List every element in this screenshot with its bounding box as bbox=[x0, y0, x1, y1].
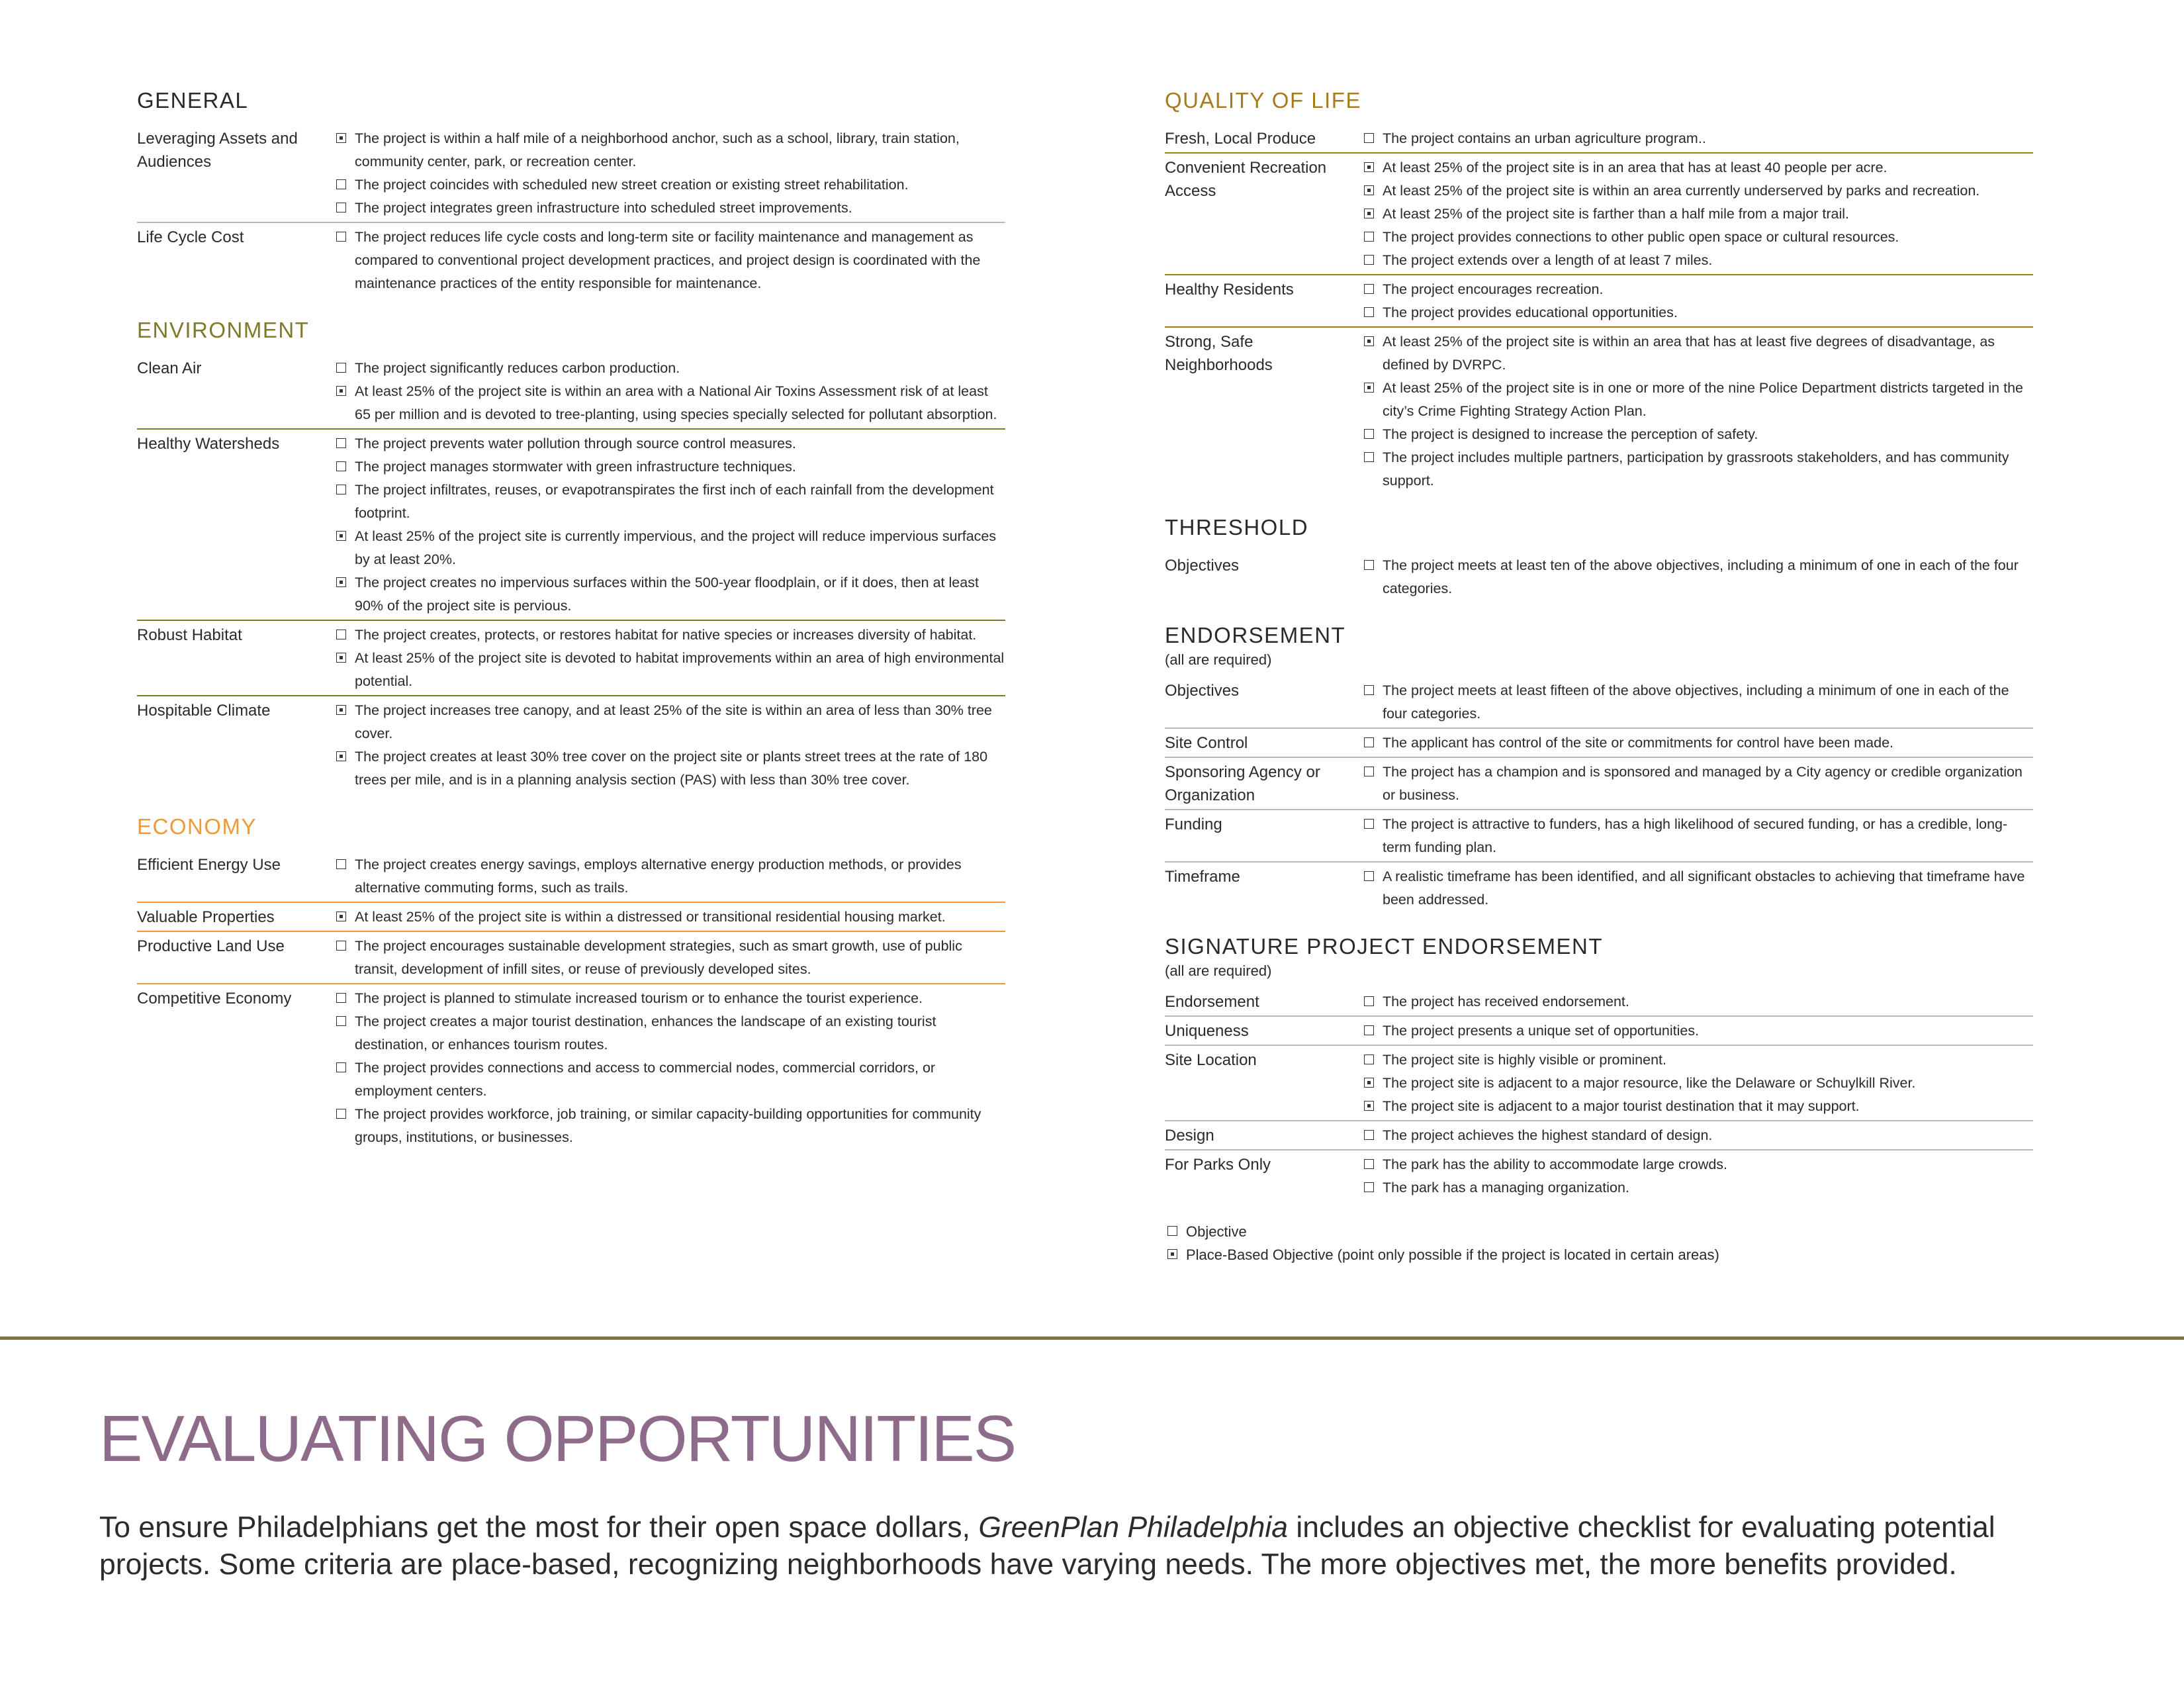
criterion-items bbox=[1361, 1153, 2033, 1199]
criterion-name: Funding bbox=[1165, 816, 1222, 833]
criterion-items bbox=[334, 226, 1005, 295]
item-text: The project provides workforce, job training, or similar capacity-building opportunities for community groups, institutions, or businesses. bbox=[355, 1106, 981, 1145]
checklist-item bbox=[334, 173, 1005, 197]
empty-checkbox-icon[interactable] bbox=[1364, 232, 1374, 242]
criterion-name: Design bbox=[1165, 1127, 1214, 1145]
item-text: The project integrates green infrastructure into scheduled street improvements. bbox=[355, 200, 852, 216]
empty-checkbox-icon[interactable] bbox=[1364, 429, 1374, 439]
empty-checkbox-icon[interactable] bbox=[1167, 1226, 1177, 1236]
section-title: SIGNATURE PROJECT ENDORSEMENT bbox=[1165, 934, 1604, 959]
checklist-item bbox=[334, 1010, 1005, 1056]
item-text: The project reduces life cycle costs and long-term site or facility maintenance and management as compared to conventional project development practices, and project design is coordinated with the maintenance practices of the entity responsible for maintenance. bbox=[355, 229, 981, 291]
item-text: At least 25% of the project site is within an area that has at least five degrees of disadvantage, as defined by DVRPC. bbox=[1383, 334, 1995, 373]
criterion-competitive-economy bbox=[137, 984, 1005, 1151]
criterion-life-cycle-cost bbox=[137, 223, 1005, 297]
checklist-item bbox=[334, 624, 1005, 647]
dotted-checkbox-icon[interactable] bbox=[1364, 162, 1374, 172]
checklist-item bbox=[1361, 1176, 2033, 1199]
empty-checkbox-icon[interactable] bbox=[336, 1109, 346, 1119]
item-text: At least 25% of the project site is in an area that has at least 40 people per acre. bbox=[1383, 160, 1888, 175]
item-text: The applicant has control of the site or commitments for control have been made. bbox=[1383, 735, 1894, 751]
empty-checkbox-icon[interactable] bbox=[336, 461, 346, 471]
empty-checkbox-icon[interactable] bbox=[1364, 1159, 1374, 1169]
criterion-strong-safe-neighborhoods bbox=[1165, 328, 2033, 494]
item-text: The project manages stormwater with green infrastructure techniques. bbox=[355, 459, 796, 475]
checklist-item bbox=[334, 987, 1005, 1010]
criterion-name: For Parks Only bbox=[1165, 1156, 1271, 1174]
checklist-item bbox=[334, 647, 1005, 693]
section-economy bbox=[137, 812, 1005, 1151]
empty-checkbox-icon[interactable] bbox=[1364, 284, 1374, 294]
item-text: The project significantly reduces carbon production. bbox=[355, 360, 680, 376]
checklist-item bbox=[334, 935, 1005, 981]
empty-checkbox-icon[interactable] bbox=[1364, 996, 1374, 1006]
item-text: Objective bbox=[1186, 1223, 1247, 1240]
section-title: GENERAL bbox=[137, 88, 249, 113]
criterion-items bbox=[1361, 813, 2033, 859]
item-text: The project meets at least fifteen of the above objectives, including a minimum of one in each of the four categories. bbox=[1383, 682, 2009, 722]
section-environment bbox=[137, 316, 1005, 794]
criterion-items bbox=[1361, 731, 2033, 755]
checklist-item bbox=[1361, 203, 2033, 226]
dotted-checkbox-icon[interactable] bbox=[1364, 336, 1374, 346]
criterion-name: Valuable Properties bbox=[137, 908, 275, 926]
item-text: The project has a champion and is sponsored and managed by a City agency or credible organization or business. bbox=[1383, 764, 2023, 803]
item-text: The park has the ability to accommodate large crowds. bbox=[1383, 1156, 1728, 1172]
empty-checkbox-icon[interactable] bbox=[1364, 1182, 1374, 1192]
intro-emphasis: GreenPlan Philadelphia bbox=[978, 1511, 1288, 1544]
dotted-checkbox-icon[interactable] bbox=[336, 912, 346, 921]
criterion-uniqueness bbox=[1165, 1017, 2033, 1046]
item-text: The project presents a unique set of opportunities. bbox=[1383, 1023, 1700, 1039]
empty-checkbox-icon[interactable] bbox=[1364, 819, 1374, 829]
criterion-items bbox=[334, 624, 1005, 693]
checklist-item bbox=[1361, 301, 2033, 324]
criterion-timeframe bbox=[1165, 863, 2033, 914]
dotted-checkbox-icon[interactable] bbox=[1364, 1101, 1374, 1111]
criterion-name: Healthy Residents bbox=[1165, 281, 1294, 299]
criterion-items bbox=[1361, 330, 2033, 492]
empty-checkbox-icon[interactable] bbox=[336, 203, 346, 212]
criterion-for-parks-only bbox=[1165, 1150, 2033, 1201]
criterion-convenient-recreation-access bbox=[1165, 154, 2033, 275]
criterion-fresh-local-produce bbox=[1165, 124, 2033, 154]
criterion-name: Clean Air bbox=[137, 359, 202, 377]
checklist-item bbox=[1361, 761, 2033, 807]
criterion-items bbox=[1361, 156, 2033, 272]
empty-checkbox-icon[interactable] bbox=[1364, 560, 1374, 570]
checklist-item bbox=[334, 127, 1005, 173]
criterion-items bbox=[1361, 1019, 2033, 1043]
section-note: (all are required) bbox=[1165, 651, 1272, 668]
empty-checkbox-icon[interactable] bbox=[336, 485, 346, 494]
criterion-name: Site Location bbox=[1165, 1051, 1257, 1069]
section-threshold bbox=[1165, 513, 2033, 602]
criterion-items bbox=[1361, 278, 2033, 324]
dotted-checkbox-icon[interactable] bbox=[336, 133, 346, 143]
item-text: The project includes multiple partners, participation by grassroots stakeholders, and has community support. bbox=[1383, 449, 2009, 489]
empty-checkbox-icon[interactable] bbox=[336, 993, 346, 1003]
section-title: ECONOMY bbox=[137, 814, 257, 839]
checklist-item bbox=[1165, 1220, 2033, 1243]
section-signature-project-endorsement bbox=[1165, 932, 2033, 1201]
empty-checkbox-icon[interactable] bbox=[336, 941, 346, 951]
empty-checkbox-icon[interactable] bbox=[336, 1016, 346, 1026]
item-text: The project creates no impervious surfaces within the 500-year floodplain, or if it does, then at least 90% of the project site is pervious. bbox=[355, 575, 979, 614]
item-text: The project provides connections and access to commercial nodes, commercial corridors, or employment centers. bbox=[355, 1060, 936, 1099]
item-text: The project is attractive to funders, has a high likelihood of secured funding, or has a credible, long-term funding plan. bbox=[1383, 816, 2008, 855]
item-text: At least 25% of the project site is farther than a half mile from a major trail. bbox=[1383, 206, 1850, 222]
criterion-name: Convenient Recreation Access bbox=[1165, 159, 1327, 200]
checklist-item bbox=[1165, 1243, 2033, 1266]
empty-checkbox-icon[interactable] bbox=[1364, 871, 1374, 881]
criterion-name: Productive Land Use bbox=[137, 937, 285, 955]
item-text: The project is within a half mile of a neighborhood anchor, such as a school, library, train station, community center, park, or recreation center. bbox=[355, 130, 960, 169]
criterion-valuable-properties bbox=[137, 903, 1005, 932]
intro-text-end: includes an objective checklist for evaluating potential projects. Some criteria are place-based, recognizing neighborhoods have varying needs. The more objectives met, the more benefits provided. bbox=[99, 1511, 1995, 1581]
item-text: The project site is highly visible or prominent. bbox=[1383, 1052, 1666, 1068]
checklist-item bbox=[334, 197, 1005, 220]
empty-checkbox-icon[interactable] bbox=[336, 363, 346, 373]
empty-checkbox-icon[interactable] bbox=[1364, 307, 1374, 317]
criterion-name: Endorsement bbox=[1165, 993, 1259, 1011]
intro-paragraph bbox=[99, 1509, 2105, 1583]
checklist-item bbox=[334, 226, 1005, 295]
checklist-item bbox=[334, 380, 1005, 426]
criterion-name: Fresh, Local Produce bbox=[1165, 130, 1316, 148]
dotted-checkbox-icon[interactable] bbox=[336, 577, 346, 587]
item-text: The project site is adjacent to a major resource, like the Delaware or Schuylkill River. bbox=[1383, 1075, 1916, 1091]
checklist-item bbox=[1361, 679, 2033, 726]
criterion-items bbox=[1361, 865, 2033, 912]
checklist-item bbox=[1361, 1019, 2033, 1043]
item-text: At least 25% of the project site is currently impervious, and the project will reduce impervious surfaces by at least 20%. bbox=[355, 528, 997, 567]
empty-checkbox-icon[interactable] bbox=[336, 630, 346, 639]
item-text: At least 25% of the project site is within an area with a National Air Toxins Assessment risk of at least 65 per million and is devoted to tree-planting, using species specially selected for pollutant absorption. bbox=[355, 383, 997, 422]
item-text: The project creates energy savings, employs alternative energy production methods, or provides alternative commuting forms, such as trails. bbox=[355, 857, 962, 896]
criterion-name: Strong, Safe Neighborhoods bbox=[1165, 333, 1273, 374]
criterion-name: Uniqueness bbox=[1165, 1022, 1249, 1040]
checklist-item bbox=[1361, 1072, 2033, 1095]
criterion-name: Objectives bbox=[1165, 557, 1240, 575]
criterion-items bbox=[1361, 679, 2033, 726]
criterion-name: Efficient Energy Use bbox=[137, 856, 281, 874]
criterion-name: Life Cycle Cost bbox=[137, 228, 244, 246]
criterion-leveraging-assets-and-audiences bbox=[137, 124, 1005, 223]
section-general bbox=[137, 86, 1005, 297]
empty-checkbox-icon[interactable] bbox=[1364, 767, 1374, 776]
item-text: The project provides educational opportunities. bbox=[1383, 305, 1678, 320]
section-note: (all are required) bbox=[1165, 962, 1272, 979]
dotted-checkbox-icon[interactable] bbox=[336, 386, 346, 396]
criterion-items bbox=[334, 127, 1005, 220]
dotted-checkbox-icon[interactable] bbox=[336, 653, 346, 663]
checklist-item bbox=[1361, 554, 2033, 600]
item-text: The project creates a major tourist destination, enhances the landscape of an existing tourist destination, or enhances tourism routes. bbox=[355, 1013, 936, 1053]
criterion-funding bbox=[1165, 810, 2033, 863]
checklist-item bbox=[1361, 249, 2033, 272]
empty-checkbox-icon[interactable] bbox=[1364, 1130, 1374, 1140]
checklist-item bbox=[1361, 330, 2033, 377]
checklist-item bbox=[1361, 1124, 2033, 1147]
item-text: The project encourages sustainable development strategies, such as smart growth, use of public transit, development of infill sites, or reuse of previously developed sites. bbox=[355, 938, 962, 977]
criterion-sponsoring-agency-or-organization bbox=[1165, 758, 2033, 810]
empty-checkbox-icon[interactable] bbox=[1364, 685, 1374, 695]
dotted-checkbox-icon[interactable] bbox=[1364, 185, 1374, 195]
criterion-efficient-energy-use bbox=[137, 851, 1005, 903]
checklist-item bbox=[1361, 226, 2033, 249]
section-title: QUALITY OF LIFE bbox=[1165, 88, 1361, 113]
item-text: The project is designed to increase the perception of safety. bbox=[1383, 426, 1758, 442]
criterion-items bbox=[334, 357, 1005, 426]
dotted-checkbox-icon[interactable] bbox=[1364, 1078, 1374, 1088]
criterion-items bbox=[334, 987, 1005, 1149]
criterion-items bbox=[334, 699, 1005, 792]
empty-checkbox-icon[interactable] bbox=[336, 232, 346, 242]
item-text: The project site is adjacent to a major tourist destination that it may support. bbox=[1383, 1098, 1860, 1114]
criterion-name: Competitive Economy bbox=[137, 990, 292, 1008]
criterion-name: Sponsoring Agency or Organization bbox=[1165, 763, 1320, 804]
checklist-item bbox=[334, 745, 1005, 792]
item-text: At least 25% of the project site is in one or more of the nine Police Department districts targeted in the city’s Crime Fighting Strategy Action Plan. bbox=[1383, 380, 2024, 419]
criterion-items bbox=[1361, 1124, 2033, 1147]
dotted-checkbox-icon[interactable] bbox=[1364, 383, 1374, 393]
item-text: The project has received endorsement. bbox=[1383, 994, 1629, 1009]
checklist-item bbox=[334, 1103, 1005, 1149]
item-text: The project achieves the highest standard of design. bbox=[1383, 1127, 1713, 1143]
criterion-productive-land-use bbox=[137, 932, 1005, 984]
item-text: A realistic timeframe has been identified, and all significant obstacles to achieving that timeframe have been addressed. bbox=[1383, 868, 2025, 908]
checklist-item bbox=[1361, 377, 2033, 423]
item-text: The project increases tree canopy, and at least 25% of the site is within an area of less than 30% tree cover. bbox=[355, 702, 992, 741]
checklist-item bbox=[334, 357, 1005, 380]
item-text: The project prevents water pollution through source control measures. bbox=[355, 436, 796, 451]
criterion-items bbox=[1361, 127, 2033, 150]
item-text: The project encourages recreation. bbox=[1383, 281, 1604, 297]
criterion-name: Hospitable Climate bbox=[137, 702, 271, 720]
criterion-endorsement bbox=[1165, 988, 2033, 1017]
criterion-name: Timeframe bbox=[1165, 868, 1240, 886]
checklist-item bbox=[334, 455, 1005, 479]
page-title: EVALUATING OPPORTUNITIES bbox=[99, 1402, 1016, 1475]
dotted-checkbox-icon[interactable] bbox=[336, 705, 346, 715]
empty-checkbox-icon[interactable] bbox=[336, 859, 346, 869]
criterion-site-control bbox=[1165, 729, 2033, 758]
criterion-objectives bbox=[1165, 551, 2033, 602]
section-title: ENVIRONMENT bbox=[137, 318, 310, 342]
dotted-checkbox-icon[interactable] bbox=[336, 751, 346, 761]
dotted-checkbox-icon[interactable] bbox=[1167, 1249, 1177, 1259]
section-quality-of-life bbox=[1165, 86, 2033, 494]
item-text: At least 25% of the project site is within an area currently underserved by parks and recreation. bbox=[1383, 183, 1980, 199]
criterion-clean-air bbox=[137, 354, 1005, 430]
checklist-item bbox=[1361, 423, 2033, 446]
item-text: The project creates, protects, or restores habitat for native species or increases diversity of habitat. bbox=[355, 627, 977, 643]
checklist-item bbox=[1361, 156, 2033, 179]
criterion-name: Leveraging Assets and Audiences bbox=[137, 130, 298, 171]
criterion-design bbox=[1165, 1121, 2033, 1150]
legend bbox=[1165, 1220, 2033, 1266]
checklist-item bbox=[334, 853, 1005, 900]
dotted-checkbox-icon[interactable] bbox=[336, 531, 346, 541]
section-title: ENDORSEMENT bbox=[1165, 623, 1346, 647]
criterion-items bbox=[334, 432, 1005, 618]
criterion-robust-habitat bbox=[137, 621, 1005, 696]
empty-checkbox-icon[interactable] bbox=[1364, 133, 1374, 143]
section-title: THRESHOLD bbox=[1165, 515, 1309, 539]
criterion-items bbox=[334, 906, 1005, 929]
criterion-name: Site Control bbox=[1165, 734, 1248, 752]
checklist-item bbox=[334, 699, 1005, 745]
empty-checkbox-icon[interactable] bbox=[1364, 452, 1374, 462]
item-text: The project contains an urban agriculture program.. bbox=[1383, 130, 1706, 146]
criterion-items bbox=[1361, 761, 2033, 807]
item-text: At least 25% of the project site is within a distressed or transitional residential housing market. bbox=[355, 909, 946, 925]
item-text: The park has a managing organization. bbox=[1383, 1180, 1629, 1196]
criterion-items bbox=[1361, 1049, 2033, 1118]
item-text: Place-Based Objective (point only possible if the project is located in certain areas) bbox=[1186, 1246, 1719, 1263]
right-column bbox=[1165, 86, 2033, 1266]
criterion-items bbox=[1361, 990, 2033, 1013]
checklist-item bbox=[1361, 278, 2033, 301]
empty-checkbox-icon[interactable] bbox=[1364, 737, 1374, 747]
item-text: The project extends over a length of at least 7 miles. bbox=[1383, 252, 1713, 268]
checklist-item bbox=[1361, 127, 2033, 150]
checklist-item bbox=[334, 906, 1005, 929]
criterion-site-location bbox=[1165, 1046, 2033, 1121]
checklist-item bbox=[334, 432, 1005, 455]
checklist-item bbox=[1361, 865, 2033, 912]
checklist-item bbox=[334, 1056, 1005, 1103]
item-text: The project meets at least ten of the above objectives, including a minimum of one in each of the four categories. bbox=[1383, 557, 2019, 596]
empty-checkbox-icon[interactable] bbox=[1364, 255, 1374, 265]
empty-checkbox-icon[interactable] bbox=[1364, 1055, 1374, 1064]
checklist-item bbox=[1361, 1153, 2033, 1176]
criterion-items bbox=[334, 935, 1005, 981]
checklist-item bbox=[1361, 1049, 2033, 1072]
criterion-name: Objectives bbox=[1165, 682, 1240, 700]
criterion-healthy-residents bbox=[1165, 275, 2033, 328]
checklist-item bbox=[334, 525, 1005, 571]
criterion-objectives bbox=[1165, 677, 2033, 729]
criterion-items bbox=[1361, 554, 2033, 600]
checklist-item bbox=[1361, 813, 2033, 859]
checklist-item bbox=[1361, 1095, 2033, 1118]
item-text: The project infiltrates, reuses, or evapotranspirates the first inch of each rainfall from the development footprint. bbox=[355, 482, 994, 521]
criterion-name: Healthy Watersheds bbox=[137, 435, 280, 453]
divider-rule bbox=[0, 1336, 2184, 1340]
checklist-item bbox=[1361, 446, 2033, 492]
criterion-hospitable-climate bbox=[137, 696, 1005, 794]
checklist-item bbox=[1361, 990, 2033, 1013]
section-endorsement bbox=[1165, 621, 2033, 914]
criterion-name: Robust Habitat bbox=[137, 626, 242, 644]
dotted-checkbox-icon[interactable] bbox=[1364, 209, 1374, 218]
criterion-items bbox=[334, 853, 1005, 900]
checklist-item bbox=[334, 479, 1005, 525]
item-text: At least 25% of the project site is devoted to habitat improvements within an area of high environmental potential. bbox=[355, 650, 1005, 689]
checklist-item bbox=[1361, 731, 2033, 755]
empty-checkbox-icon[interactable] bbox=[1364, 1025, 1374, 1035]
checklist-item bbox=[334, 571, 1005, 618]
intro-text-start: To ensure Philadelphians get the most for their open space dollars, bbox=[99, 1511, 979, 1544]
checklist-item bbox=[1361, 179, 2033, 203]
item-text: The project provides connections to other public open space or cultural resources. bbox=[1383, 229, 1899, 245]
item-text: The project creates at least 30% tree cover on the project site or plants street trees at the rate of 180 trees per mile, and is in a planning analysis section (PAS) with less than 30% tree cover. bbox=[355, 749, 988, 788]
empty-checkbox-icon[interactable] bbox=[336, 179, 346, 189]
empty-checkbox-icon[interactable] bbox=[336, 1062, 346, 1072]
criterion-healthy-watersheds bbox=[137, 430, 1005, 621]
left-column bbox=[137, 86, 1005, 1170]
item-text: The project coincides with scheduled new street creation or existing street rehabilitation. bbox=[355, 177, 909, 193]
item-text: The project is planned to stimulate increased tourism or to enhance the tourist experience. bbox=[355, 990, 923, 1006]
empty-checkbox-icon[interactable] bbox=[336, 438, 346, 448]
